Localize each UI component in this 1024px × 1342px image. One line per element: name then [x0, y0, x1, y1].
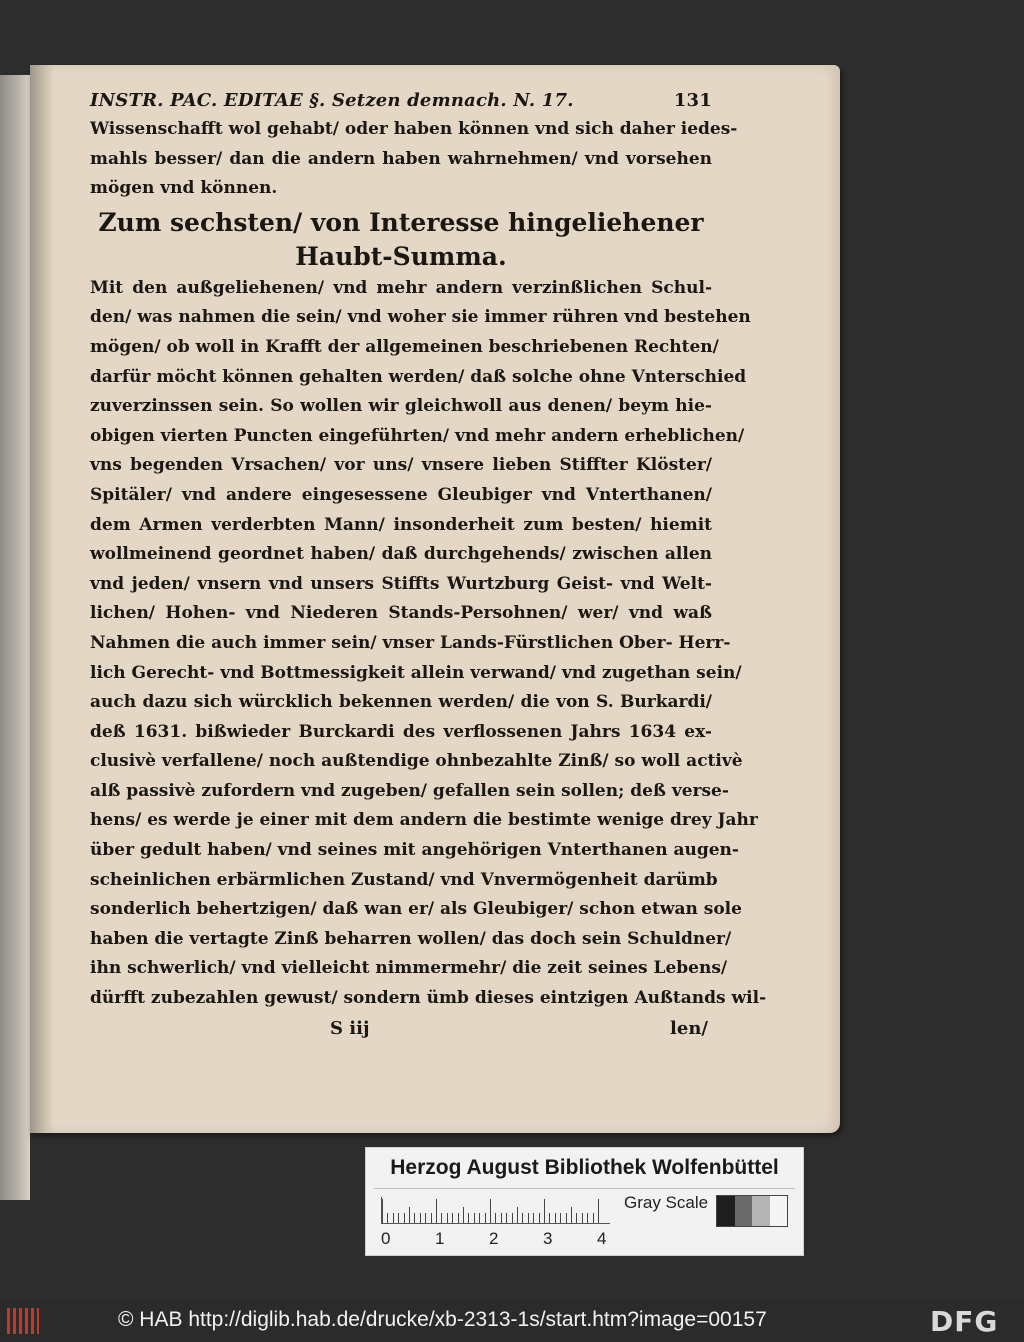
- ruler-tick: [425, 1213, 426, 1223]
- ruler-tick: [485, 1213, 486, 1223]
- body-line: deß 1631. bißwieder Burckardi des verflossenen Jahrs 1634 ex-: [90, 721, 712, 742]
- ruler-tick: [490, 1199, 491, 1223]
- body-line: dürfft zubezahlen gewust/ sondern ümb dieses eintzigen Außtands wil-: [90, 988, 767, 1009]
- body-line: obigen vierten Puncten eingeführten/ vnd mehr andern erheblichen/: [90, 425, 745, 446]
- reference-ruler-card: [365, 1147, 804, 1256]
- dfg-logo[interactable]: DFG: [930, 1305, 999, 1338]
- body-line: dem Armen verderbten Mann/ insonderheit zum besten/ hiemit: [90, 514, 712, 535]
- body-line: ihn schwerlich/ vnd vielleicht nimmermehr/ die zeit seines Lebens/: [90, 958, 728, 979]
- ruler-tick: [452, 1213, 453, 1223]
- ruler-tick: [404, 1213, 405, 1223]
- copyright-link[interactable]: © HAB http://diglib.hab.de/drucke/xb-2313-1s/start.htm?image=00157: [118, 1308, 767, 1331]
- ruler-tick: [414, 1213, 415, 1223]
- page-text-block: [90, 87, 767, 1044]
- body-line: vns begenden Vrsachen/ vor uns/ vnsere lieben Stiffter Klöster/: [90, 455, 712, 476]
- body-line: alß passivè zufordern vnd zugeben/ gefallen sein sollen; deß verse-: [90, 780, 729, 801]
- body-line: vnd jeden/ vnsern vnd unsers Stiffts Wurtzburg Geist- vnd Welt-: [90, 573, 712, 594]
- section-heading-line: Zum sechsten/ von Interesse hingeliehener: [98, 207, 704, 237]
- body-line: Mit den außgeliehenen/ vnd mehr andern verzinßlichen Schul-: [90, 277, 712, 298]
- body-line: haben die vertagte Zinß beharren wollen/ das doch sein Schuldner/: [90, 928, 732, 949]
- ruler-tick: [458, 1213, 459, 1223]
- gray-swatch-cell: [735, 1196, 753, 1226]
- book-page: [30, 65, 840, 1133]
- ruler-tick: [587, 1213, 588, 1223]
- running-head: [90, 87, 712, 115]
- ruler-number: 4: [597, 1229, 607, 1248]
- ruler-tick: [539, 1213, 540, 1223]
- ruler-number: 3: [543, 1229, 553, 1248]
- gray-scale-swatch: [716, 1195, 788, 1227]
- ruler-tick: [501, 1213, 502, 1223]
- ruler-tick: [566, 1213, 567, 1223]
- ruler-tick: [533, 1213, 534, 1223]
- scale-ruler: [381, 1197, 610, 1224]
- ruler-tick: [598, 1199, 599, 1223]
- gray-scale-label: Gray Scale: [624, 1193, 709, 1212]
- previous-page-edge: [0, 75, 30, 1200]
- body-line: mahls besser/ dan die andern haben wahrnehmen/ vnd vorsehen: [90, 148, 712, 169]
- ruler-tick: [506, 1213, 507, 1223]
- signature-line: [90, 1014, 712, 1044]
- body-line: scheinlichen erbärmlichen Zustand/ vnd Vnvermögenheit darümb: [90, 869, 718, 890]
- ruler-number: 0: [381, 1229, 391, 1248]
- ruler-number: 1: [435, 1229, 445, 1248]
- body-line: Nahmen die auch immer sein/ vnser Lands-Fürstlichen Ober- Herr-: [90, 632, 731, 653]
- ruler-tick: [522, 1213, 523, 1223]
- card-divider: [374, 1188, 795, 1189]
- ruler-tick: [512, 1213, 513, 1223]
- ruler-tick: [436, 1199, 437, 1223]
- ruler-tick: [560, 1213, 561, 1223]
- gray-swatch-cell: [752, 1196, 770, 1226]
- body-line: wollmeinend geordnet haben/ daß durchgehends/ zwischen allen: [90, 544, 712, 565]
- ruler-tick: [544, 1199, 545, 1223]
- ruler-tick: [517, 1207, 518, 1223]
- hab-columns-logo-icon[interactable]: [6, 1306, 40, 1336]
- ruler-tick: [582, 1213, 583, 1223]
- body-line: lichen/ Hohen- vnd Niederen Stands-Persohnen/ wer/ vnd waß: [90, 603, 712, 624]
- ruler-tick: [474, 1213, 475, 1223]
- body-line: Wissenschafft wol gehabt/ oder haben können vnd sich daher iedes-: [90, 119, 738, 139]
- body-text: [90, 274, 767, 1014]
- ruler-tick: [463, 1207, 464, 1223]
- body-line: clusivè verfallene/ noch außtendige ohnbezahlte Zinß/ so woll activè: [90, 751, 743, 772]
- ruler-tick: [479, 1213, 480, 1223]
- signature-mark: S iij: [330, 1017, 370, 1039]
- ruler-tick: [593, 1213, 594, 1223]
- ruler-tick: [441, 1213, 442, 1223]
- gray-swatch-cell: [717, 1196, 735, 1226]
- ruler-tick: [549, 1213, 550, 1223]
- body-line: Spitäler/ vnd andere eingesessene Gleubiger vnd Vnterthanen/: [90, 484, 712, 505]
- body-line: sonderlich behertzigen/ daß wan er/ als Gleubiger/ schon etwan sole: [90, 899, 742, 920]
- body-line: zuverzinssen sein. So wollen wir gleichwoll aus denen/ beym hie-: [90, 396, 712, 417]
- library-name: Herzog August Bibliothek Wolfenbüttel: [390, 1156, 779, 1179]
- body-line: mögen vnd können.: [90, 178, 278, 199]
- section-heading-line: Haubt-Summa.: [295, 241, 507, 271]
- ruler-tick: [431, 1213, 432, 1223]
- body-line: darfür möcht können gehalten werden/ daß solche ohne Vnterschied: [90, 366, 747, 387]
- ruler-tick: [576, 1213, 577, 1223]
- page-gutter: [30, 65, 54, 1133]
- body-line: den/ was nahmen die sein/ vnd woher sie immer rühren vnd bestehen: [90, 307, 751, 328]
- section-heading: [90, 206, 712, 274]
- ruler-tick: [555, 1213, 556, 1223]
- ruler-tick: [382, 1199, 383, 1223]
- ruler-tick: [495, 1213, 496, 1223]
- ruler-tick: [420, 1213, 421, 1223]
- ruler-number: 2: [489, 1229, 499, 1248]
- body-line: auch dazu sich würcklich bekennen werden/ die von S. Burkardi/: [90, 692, 712, 713]
- viewer-footer: [0, 1300, 1024, 1342]
- page-number: 131: [673, 90, 712, 111]
- ruler-tick: [571, 1207, 572, 1223]
- body-line: lich Gerecht- vnd Bottmessigkeit allein verwand/ vnd zugethan sein/: [90, 662, 742, 683]
- ruler-tick: [447, 1213, 448, 1223]
- gray-swatch-cell: [770, 1196, 788, 1226]
- ruler-tick: [398, 1213, 399, 1223]
- body-line: über gedult haben/ vnd seines mit angehörigen Vnterthanen augen-: [90, 840, 739, 861]
- ruler-tick: [528, 1213, 529, 1223]
- running-head-title: INSTR. PAC. EDITAE §. Setzen demnach. N. 17.: [90, 90, 574, 111]
- ruler-tick: [468, 1213, 469, 1223]
- catchword: len/: [670, 1017, 708, 1039]
- body-line: hens/ es werde je einer mit dem andern die bestimte wenige drey Jahr: [90, 810, 758, 831]
- ruler-tick: [409, 1207, 410, 1223]
- body-line: mögen/ ob woll in Krafft der allgemeinen beschriebenen Rechten/: [90, 336, 719, 357]
- ruler-tick: [393, 1213, 394, 1223]
- ruler-tick: [387, 1213, 388, 1223]
